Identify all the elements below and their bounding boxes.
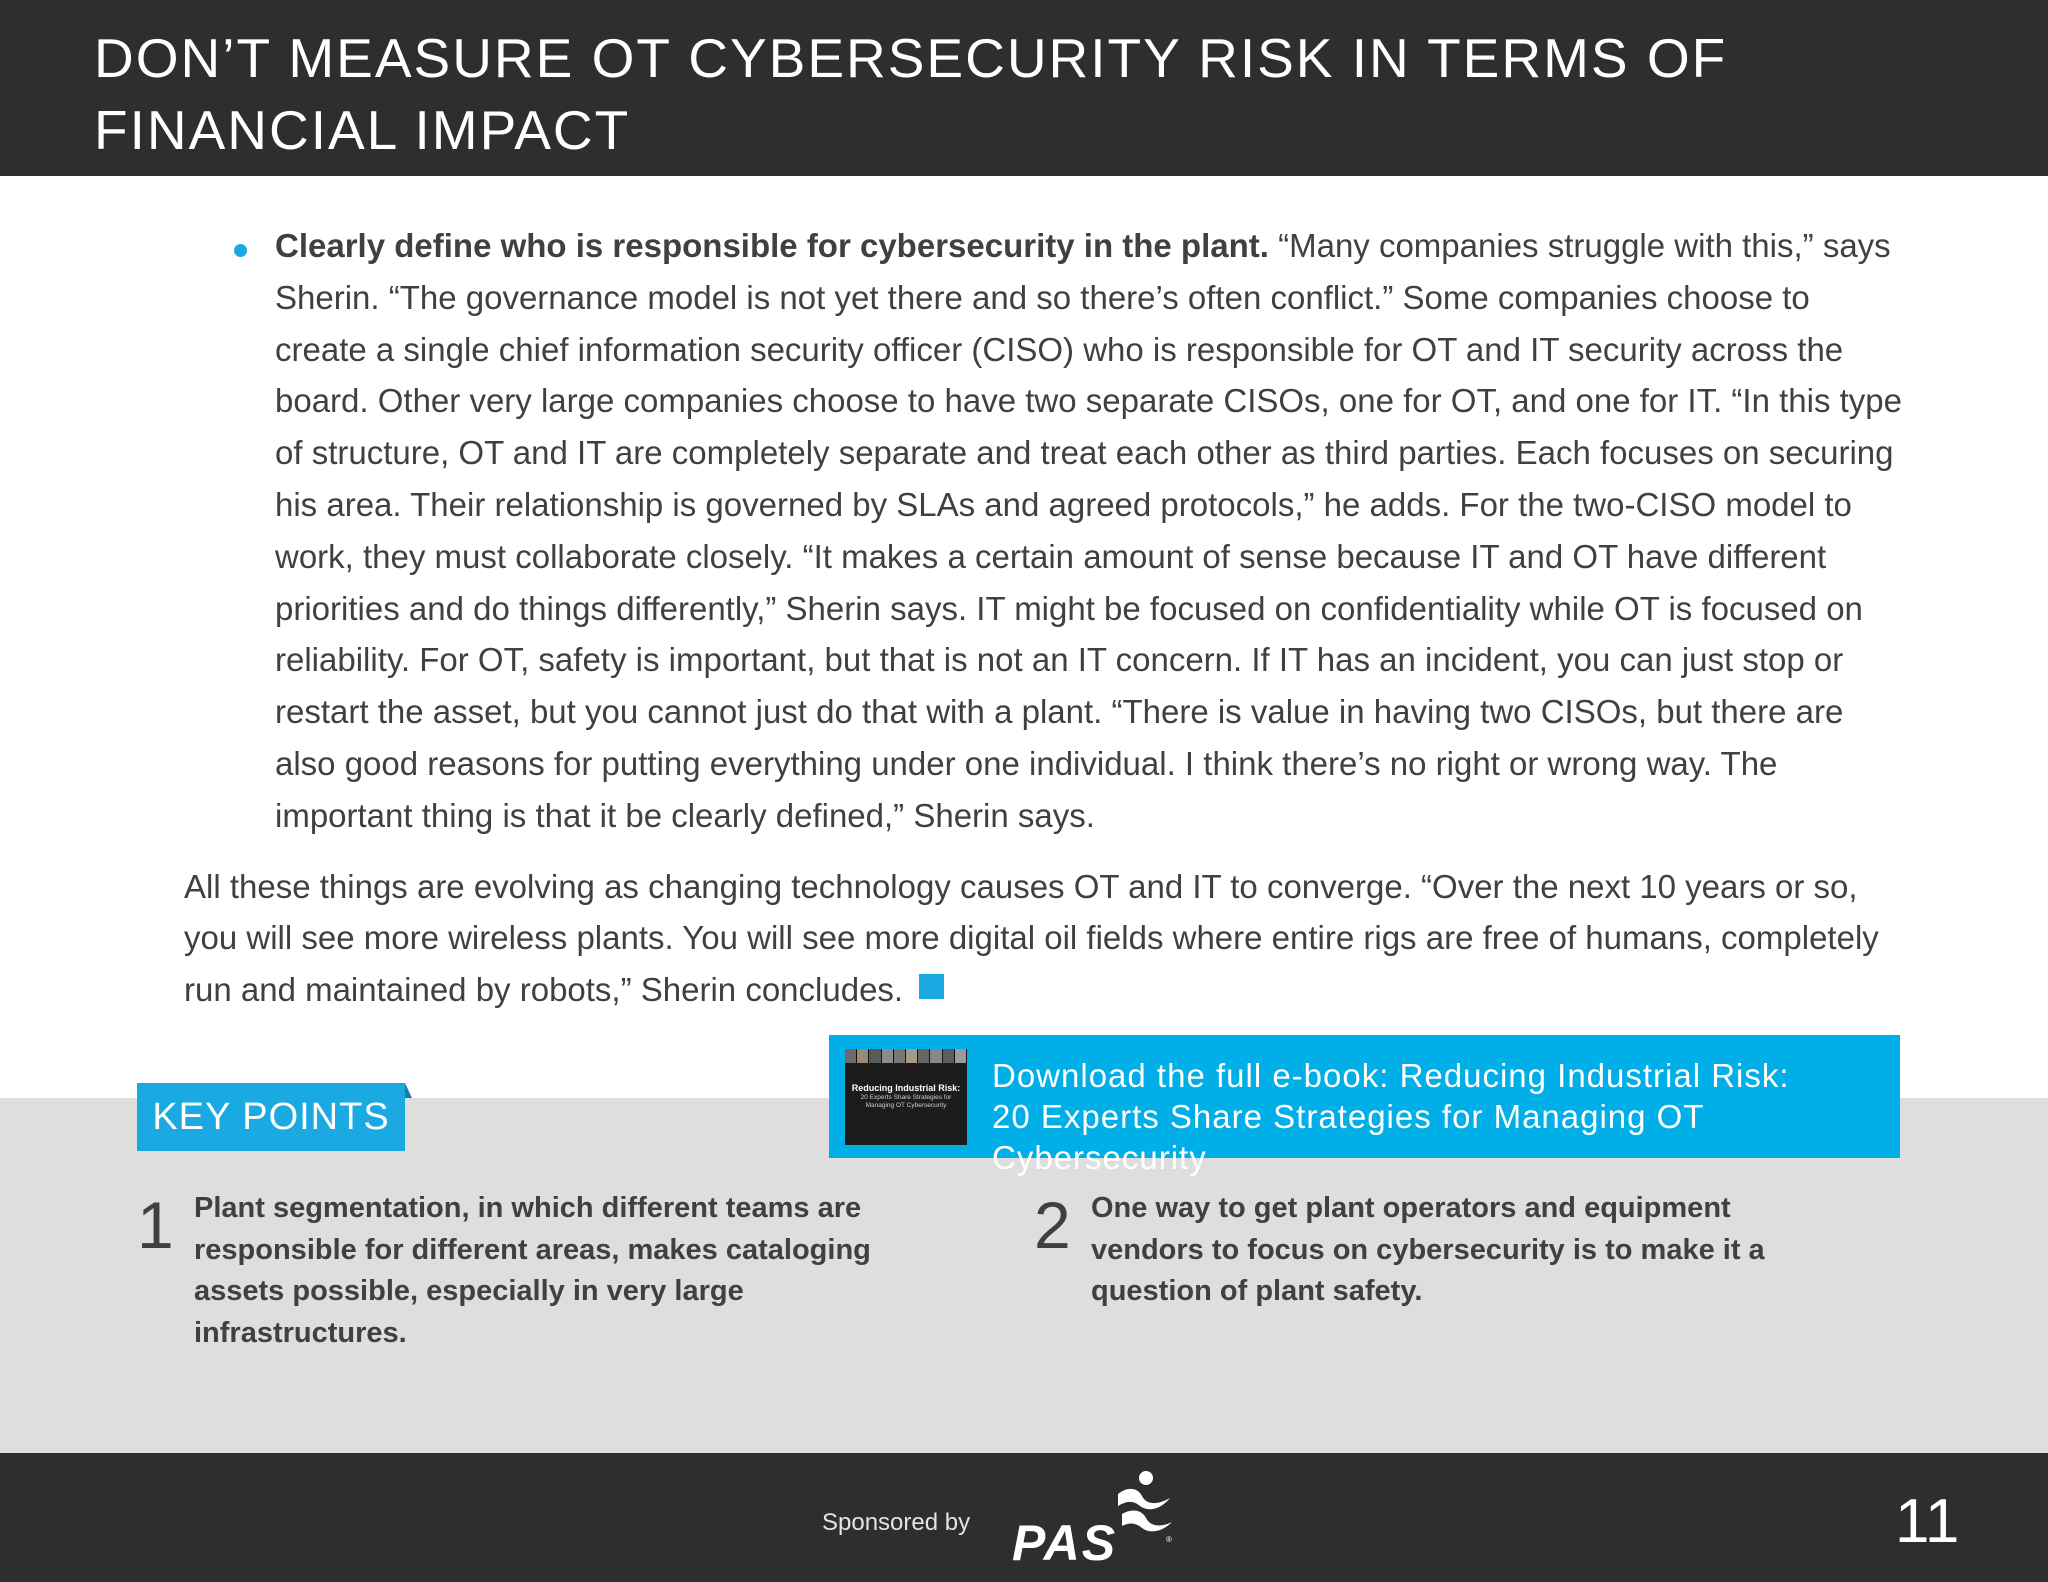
pas-logo xyxy=(1010,1470,1180,1566)
end-mark-icon xyxy=(919,974,944,999)
closing-paragraph-text: All these things are evolving as changing technology causes OT and IT to converge. “Over the next 10 years or so, you will see more wireless plants. You will see more digital oil fields where entire rigs are free of humans, completely run and maintained by robots,” Sherin concludes. xyxy=(184,867,1879,1009)
closing-paragraph xyxy=(184,861,1904,1016)
key-points-label: KEY POINTS xyxy=(137,1083,405,1151)
bullet-text xyxy=(275,220,1904,842)
ebook-cover-subtitle: 20 Experts Share Strategies for Managing OT Cybersecurity xyxy=(860,1094,952,1109)
key-point-text: One way to get plant operators and equipment vendors to focus on cybersecurity is to make it a question of plant safety. xyxy=(1091,1192,1765,1307)
key-points-tab-fold xyxy=(405,1083,412,1098)
download-text xyxy=(992,1055,1892,1178)
pas-logo-text: PAS xyxy=(1012,1515,1118,1566)
ebook-cover-thumbnail xyxy=(845,1049,967,1145)
bullet-dot-icon xyxy=(234,244,247,257)
download-line-2: 20 Experts Share Strategies for Managing OT Cybersecurity xyxy=(992,1098,1704,1176)
download-ebook-link[interactable] xyxy=(829,1035,1900,1176)
cover-photo-strip xyxy=(845,1049,967,1063)
key-point-number: 1 xyxy=(137,1188,174,1262)
key-point-text: Plant segmentation, in which different teams are responsible for different areas, makes cataloging assets possible, especially in very large infrastructures. xyxy=(194,1192,871,1349)
page-title: DON’T MEASURE OT CYBERSECURITY RISK IN TERMS OF FINANCIAL IMPACT xyxy=(94,27,1728,161)
article-body xyxy=(184,220,1904,1016)
bullet-lead: Clearly define who is responsible for cybersecurity in the plant. xyxy=(275,227,1269,264)
key-point-number: 2 xyxy=(1034,1188,1071,1262)
registered-mark: ® xyxy=(1166,1535,1172,1544)
sponsored-by-label: Sponsored by xyxy=(822,1509,971,1536)
ebook-cover-title: Reducing Industrial Risk: xyxy=(851,1083,961,1093)
page-number: 11 xyxy=(1895,1487,1960,1556)
download-line-1: Download the full e-book: Reducing Industrial Risk: xyxy=(992,1057,1790,1094)
bullet-item xyxy=(184,220,1904,842)
page-header xyxy=(0,0,2048,176)
bullet-body: “Many companies struggle with this,” says Sherin. “The governance model is not yet there and so there’s often conflict.” Some companies choose to create a single chief information security officer (CISO) who is responsible for OT and IT security across the board. Other very large companies choose to have two separate CISOs, one for OT, and one for IT. “In this type of structure, OT and IT are completely separate and treat each other as third parties. Each focuses on securing his area. Their relationship is governed by SLAs and agreed protocols,” he adds. For the two-CISO model to work, they must collaborate closely. “It makes a certain amount of sense because IT and OT have different priorities and do things differently,” Sherin says. IT might be focused on confidentiality while OT is focused on reliability. For OT, safety is important, but that is not an IT concern. If IT has an incident, you can just stop or restart the asset, but you cannot just do that with a plant. “There is value in having two CISOs, but there are also good reasons for putting everything under one individual. I think there’s no right or wrong way. The important thing is that it be clearly defined,” Sherin says. xyxy=(275,227,1903,834)
